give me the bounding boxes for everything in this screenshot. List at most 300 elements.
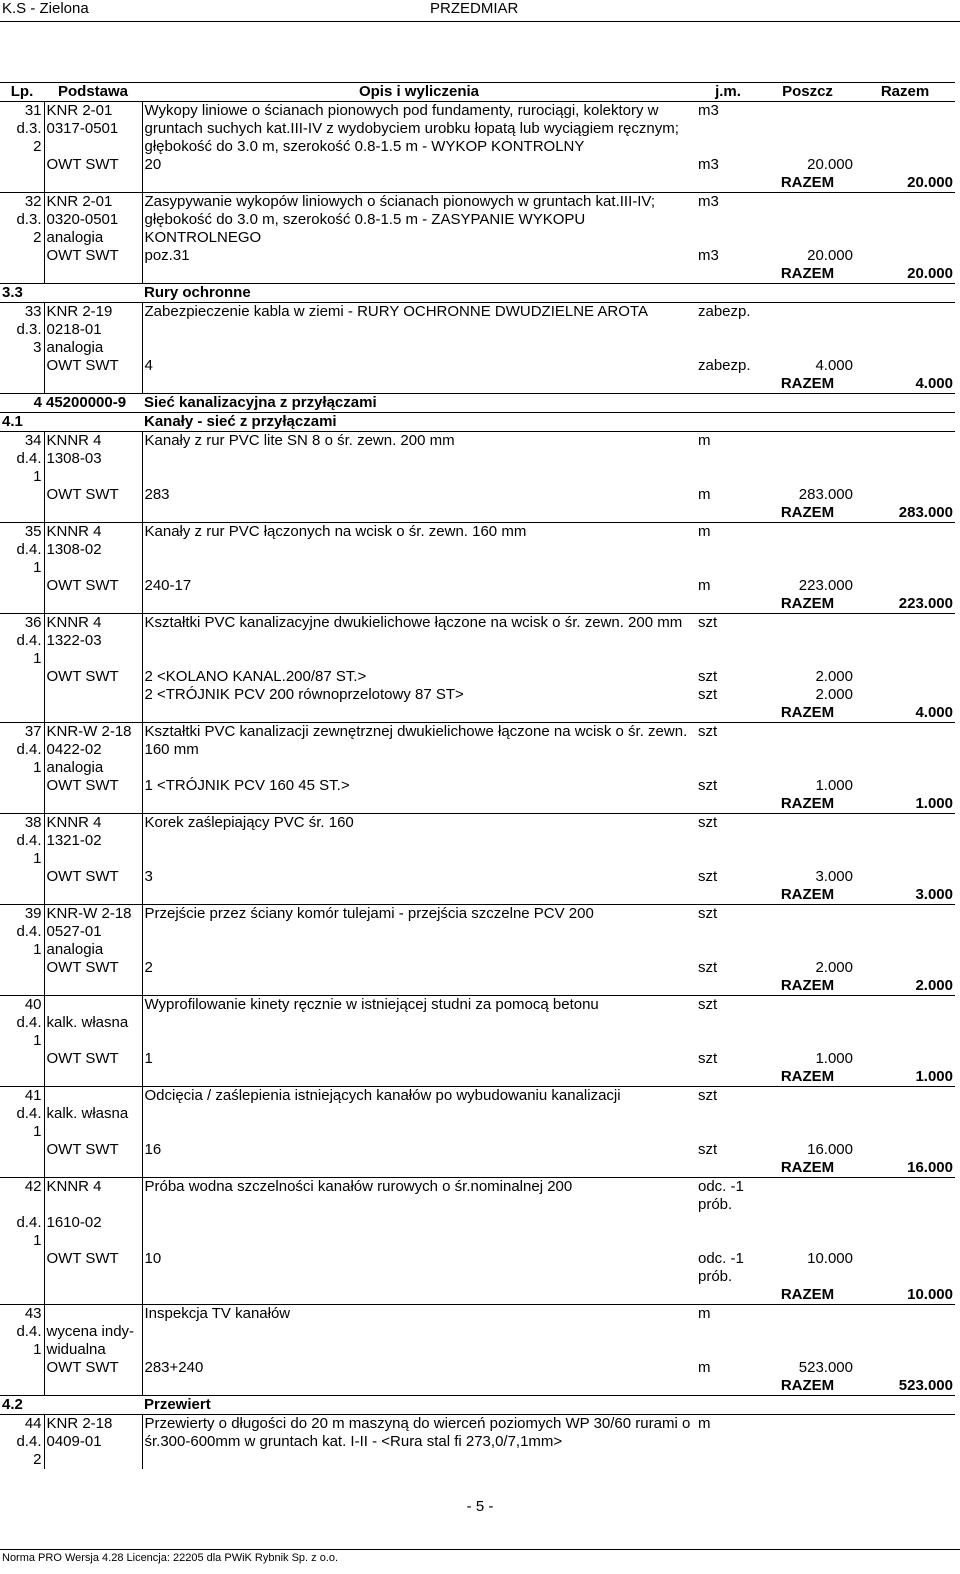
position-unit: szt xyxy=(696,814,760,833)
calc-unit: m xyxy=(698,577,711,594)
empty-cell xyxy=(0,686,44,704)
empty-cell xyxy=(142,595,696,614)
total-value: 16.000 xyxy=(907,1159,953,1176)
calc-basis-label: OWT SWT xyxy=(44,1141,142,1159)
empty-cell xyxy=(855,614,955,633)
empty-cell xyxy=(696,450,760,468)
position-lp-sub: 3 xyxy=(33,339,42,356)
empty-cell xyxy=(760,211,855,229)
empty-cell xyxy=(760,523,855,542)
empty-cell xyxy=(696,375,760,394)
calc-expression: 240-17 xyxy=(142,577,696,595)
calculation-row xyxy=(0,959,955,977)
calculation-row xyxy=(0,156,955,174)
empty-cell xyxy=(760,741,855,759)
calc-unit: szt xyxy=(698,959,718,976)
empty-cell xyxy=(0,704,44,723)
position-description: Przejście przez ściany komór tulejami - przejścia szczelne PCV 200 xyxy=(142,905,696,960)
empty-cell xyxy=(696,1014,760,1032)
empty-cell xyxy=(696,1123,760,1141)
position-lp-sub: d.4. xyxy=(16,632,42,649)
position-basis-note: analogia xyxy=(44,339,142,357)
empty-cell xyxy=(855,357,955,375)
position-basis: KNNR 4 xyxy=(44,432,142,451)
calc-unit: odc. -1 prób. xyxy=(698,1250,744,1285)
empty-cell xyxy=(760,321,855,339)
position-lp: 44 xyxy=(0,1415,44,1434)
calc-unit: m3 xyxy=(698,156,719,173)
section-number: 3.3 xyxy=(0,284,142,303)
position-basis-code: 0422-02 xyxy=(44,741,142,759)
calc-unit: zabezp. xyxy=(698,357,751,374)
empty-cell xyxy=(855,450,955,468)
position-row xyxy=(0,996,955,1015)
position-lp-sub: d.4. xyxy=(16,541,42,558)
position-unit: m xyxy=(696,1305,760,1324)
empty-cell xyxy=(760,1178,855,1215)
calc-expression: 1 xyxy=(142,1050,696,1068)
empty-cell xyxy=(855,1032,955,1050)
position-basis xyxy=(44,1305,142,1324)
position-lp-sub: 1 xyxy=(33,759,42,776)
empty-cell xyxy=(0,1159,44,1178)
empty-cell xyxy=(855,905,955,924)
position-lp-sub: 1 xyxy=(33,941,42,958)
przedmiar-table xyxy=(0,82,955,1469)
col-header-jm: j.m. xyxy=(696,83,760,102)
position-basis-code: 0317-0501 xyxy=(44,120,142,138)
empty-cell xyxy=(696,632,760,650)
section-row xyxy=(0,284,955,303)
empty-cell xyxy=(696,741,760,759)
empty-cell xyxy=(855,1087,955,1106)
calculation-row xyxy=(0,1359,955,1377)
empty-cell xyxy=(696,923,760,941)
empty-cell xyxy=(760,1232,855,1250)
empty-cell xyxy=(855,247,955,265)
total-label: RAZEM xyxy=(780,174,835,191)
empty-cell xyxy=(142,1286,696,1305)
position-lp-sub: d.4. xyxy=(16,1323,42,1340)
empty-cell xyxy=(855,868,955,886)
calc-unit: szt xyxy=(698,668,718,685)
col-header-poszcz: Poszcz xyxy=(760,83,855,102)
empty-cell xyxy=(855,850,955,868)
calculation-row xyxy=(0,868,955,886)
empty-cell xyxy=(855,193,955,212)
position-description: Odcięcia / zaślepienia istniejących kanałów po wybudowaniu kanalizacji xyxy=(142,1087,696,1142)
total-row xyxy=(0,1377,955,1396)
empty-cell xyxy=(855,632,955,650)
total-value: 283.000 xyxy=(898,504,953,521)
empty-cell xyxy=(855,577,955,595)
empty-cell xyxy=(142,375,696,394)
position-basis: KNNR 4 xyxy=(44,814,142,833)
position-row xyxy=(0,1415,955,1434)
calculation-row xyxy=(0,577,955,595)
empty-cell xyxy=(696,1323,760,1341)
total-label: RAZEM xyxy=(780,704,835,721)
total-row xyxy=(0,795,955,814)
empty-cell xyxy=(0,504,44,523)
empty-cell xyxy=(44,1286,142,1305)
empty-cell xyxy=(142,704,696,723)
position-row xyxy=(0,814,955,833)
total-label: RAZEM xyxy=(780,1377,835,1394)
position-row xyxy=(0,432,955,451)
empty-cell xyxy=(855,1250,955,1286)
position-basis-note xyxy=(44,559,142,577)
empty-cell xyxy=(696,1105,760,1123)
empty-cell xyxy=(696,1451,760,1469)
empty-cell xyxy=(855,541,955,559)
empty-cell xyxy=(855,832,955,850)
empty-cell xyxy=(855,1214,955,1232)
position-basis-code: 1322-03 xyxy=(44,632,142,650)
position-row xyxy=(0,193,955,212)
empty-cell xyxy=(0,1359,44,1377)
empty-cell xyxy=(696,1159,760,1178)
total-row xyxy=(0,1068,955,1087)
calc-expression: 1 <TRÓJNIK PCV 160 45 ST.> xyxy=(142,777,696,795)
total-value: 2.000 xyxy=(915,977,953,994)
empty-cell xyxy=(0,375,44,394)
position-basis xyxy=(44,996,142,1015)
calc-partial: 10.000 xyxy=(807,1250,853,1267)
position-unit: szt xyxy=(696,905,760,924)
section-row xyxy=(0,394,955,413)
total-label: RAZEM xyxy=(780,1068,835,1085)
empty-cell xyxy=(760,759,855,777)
empty-cell xyxy=(696,339,760,357)
empty-cell xyxy=(855,1341,955,1359)
calc-expression: poz.31 xyxy=(142,247,696,265)
empty-cell xyxy=(696,321,760,339)
empty-cell xyxy=(696,559,760,577)
position-unit: m xyxy=(696,1415,760,1434)
section-title: Przewiert xyxy=(142,1396,955,1415)
empty-cell xyxy=(696,229,760,247)
empty-cell xyxy=(760,905,855,924)
position-lp-sub: 1 xyxy=(33,468,42,485)
empty-cell xyxy=(760,850,855,868)
position-unit: szt xyxy=(696,996,760,1015)
position-lp-sub: d.4. xyxy=(16,1105,42,1122)
position-lp-sub: 2 xyxy=(33,138,42,155)
position-lp-sub: 1 xyxy=(33,1032,42,1049)
calc-partial: 283.000 xyxy=(798,486,853,503)
empty-cell xyxy=(760,138,855,156)
position-lp: 34 xyxy=(0,432,44,451)
position-lp-sub: d.4. xyxy=(16,1433,42,1450)
empty-cell xyxy=(696,120,760,138)
empty-cell xyxy=(760,614,855,633)
calc-basis-label: OWT SWT xyxy=(44,777,142,795)
empty-cell xyxy=(760,632,855,650)
position-lp-sub: 1 xyxy=(33,1341,42,1358)
position-basis-note xyxy=(44,850,142,868)
position-unit: m xyxy=(696,523,760,542)
position-description: Kształtki PVC kanalizacyjne dwukielichowe łączone na wcisk o śr. zewn. 200 mm xyxy=(142,614,696,669)
position-lp-sub: d.3. xyxy=(16,321,42,338)
calc-partial: 20.000 xyxy=(807,247,853,264)
empty-cell xyxy=(0,1286,44,1305)
position-basis-code: kalk. własna xyxy=(44,1105,142,1123)
empty-cell xyxy=(696,977,760,996)
position-row xyxy=(0,523,955,542)
calc-expression: 4 xyxy=(142,357,696,375)
position-basis-note xyxy=(44,468,142,486)
total-value: 3.000 xyxy=(915,886,953,903)
empty-cell xyxy=(44,504,142,523)
empty-cell xyxy=(855,523,955,542)
col-header-razem: Razem xyxy=(855,83,955,102)
table-header-row xyxy=(0,83,955,102)
empty-cell xyxy=(855,138,955,156)
position-basis-note xyxy=(44,1032,142,1050)
empty-cell xyxy=(760,339,855,357)
position-basis: KNNR 4 xyxy=(44,614,142,633)
position-lp: 32 xyxy=(0,193,44,212)
empty-cell xyxy=(855,1415,955,1434)
empty-cell xyxy=(855,486,955,504)
position-unit: szt xyxy=(696,614,760,633)
empty-cell xyxy=(696,759,760,777)
empty-cell xyxy=(696,174,760,193)
calc-expression: 2 xyxy=(142,959,696,977)
total-row xyxy=(0,886,955,905)
position-basis: KNR-W 2-18 xyxy=(44,723,142,742)
empty-cell xyxy=(855,432,955,451)
calculation-row xyxy=(0,357,955,375)
empty-cell xyxy=(0,156,44,174)
empty-cell xyxy=(855,1305,955,1324)
empty-cell xyxy=(855,941,955,959)
section-code: 45200000-9 xyxy=(44,394,142,413)
empty-cell xyxy=(696,1214,760,1232)
empty-cell xyxy=(855,723,955,742)
position-basis: KNR-W 2-18 xyxy=(44,905,142,924)
position-basis-note: analogia xyxy=(44,759,142,777)
empty-cell xyxy=(44,595,142,614)
empty-cell xyxy=(855,1014,955,1032)
empty-cell xyxy=(760,996,855,1015)
calc-expression: 10 xyxy=(142,1250,696,1286)
empty-cell xyxy=(760,120,855,138)
header-divider xyxy=(0,21,960,22)
empty-cell xyxy=(760,102,855,121)
empty-cell xyxy=(855,468,955,486)
calc-partial: 1.000 xyxy=(815,1050,853,1067)
calc-basis-label: OWT SWT xyxy=(44,156,142,174)
position-unit: szt xyxy=(696,1087,760,1106)
empty-cell xyxy=(855,303,955,322)
empty-cell xyxy=(760,1305,855,1324)
empty-cell xyxy=(760,450,855,468)
calc-unit: szt xyxy=(698,868,718,885)
empty-cell xyxy=(855,102,955,121)
position-description: Korek zaślepiający PVC śr. 160 xyxy=(142,814,696,869)
empty-cell xyxy=(0,1250,44,1286)
empty-cell xyxy=(855,1451,955,1469)
empty-cell xyxy=(0,1068,44,1087)
position-row xyxy=(0,1305,955,1324)
total-row xyxy=(0,977,955,996)
empty-cell xyxy=(0,959,44,977)
position-lp-sub: 1 xyxy=(33,650,42,667)
empty-cell xyxy=(0,577,44,595)
total-label: RAZEM xyxy=(780,595,835,612)
position-description: Wyprofilowanie kinety ręcznie w istniejącej studni za pomocą betonu xyxy=(142,996,696,1051)
empty-cell xyxy=(0,795,44,814)
section-number: 4.2 xyxy=(0,1396,142,1415)
total-value: 1.000 xyxy=(915,1068,953,1085)
position-lp-sub: d.4. xyxy=(16,1014,42,1031)
col-header-opis: Opis i wyliczenia xyxy=(142,83,696,102)
empty-cell xyxy=(855,759,955,777)
calculation-row xyxy=(0,668,955,686)
position-description: Inspekcja TV kanałów xyxy=(142,1305,696,1360)
position-unit: odc. -1 prób. xyxy=(696,1178,760,1215)
calc-partial: 2.000 xyxy=(815,668,853,685)
empty-cell xyxy=(142,795,696,814)
calc-basis-label: OWT SWT xyxy=(44,1359,142,1377)
position-lp: 38 xyxy=(0,814,44,833)
empty-cell xyxy=(44,886,142,905)
calc-partial: 3.000 xyxy=(815,868,853,885)
empty-cell xyxy=(760,650,855,668)
position-basis-note xyxy=(44,1451,142,1469)
calculation-row xyxy=(0,686,955,704)
position-basis-code: 1321-02 xyxy=(44,832,142,850)
position-lp-sub: d.4. xyxy=(16,450,42,467)
empty-cell xyxy=(760,1433,855,1451)
total-value: 20.000 xyxy=(907,174,953,191)
empty-cell xyxy=(0,265,44,284)
empty-cell xyxy=(696,211,760,229)
position-lp-sub: d.4. xyxy=(16,1214,42,1231)
position-basis-code: 0320-0501 xyxy=(44,211,142,229)
position-basis-note xyxy=(44,138,142,156)
empty-cell xyxy=(142,977,696,996)
total-value: 4.000 xyxy=(915,375,953,392)
calc-partial: 20.000 xyxy=(807,156,853,173)
empty-cell xyxy=(855,559,955,577)
empty-cell xyxy=(855,686,955,704)
position-lp: 33 xyxy=(0,303,44,322)
empty-cell xyxy=(855,1123,955,1141)
position-lp: 41 xyxy=(0,1087,44,1106)
empty-cell xyxy=(855,996,955,1015)
empty-cell xyxy=(142,1377,696,1396)
empty-cell xyxy=(0,486,44,504)
empty-cell xyxy=(855,1141,955,1159)
position-description: Próba wodna szczelności kanałów rurowych o śr.nominalnej 200 xyxy=(142,1178,696,1251)
section-title: Kanały - sieć z przyłączami xyxy=(142,413,955,432)
total-value: 523.000 xyxy=(898,1377,953,1394)
position-basis-note: widualna xyxy=(44,1341,142,1359)
empty-cell xyxy=(760,432,855,451)
empty-cell xyxy=(696,650,760,668)
empty-cell xyxy=(0,357,44,375)
position-description: Zabezpieczenie kabla w ziemi - RURY OCHRONNE DWUDZIELNE AROTA xyxy=(142,303,696,358)
calc-unit: szt xyxy=(698,686,718,703)
table-body xyxy=(0,102,955,1470)
position-lp-sub: 1 xyxy=(33,1123,42,1140)
calculation-row xyxy=(0,777,955,795)
calc-partial: 1.000 xyxy=(815,777,853,794)
position-basis-code: kalk. własna xyxy=(44,1014,142,1032)
total-label: RAZEM xyxy=(780,504,835,521)
empty-cell xyxy=(44,977,142,996)
empty-cell xyxy=(44,686,142,704)
empty-cell xyxy=(0,1141,44,1159)
position-lp-sub: d.3. xyxy=(16,120,42,137)
empty-cell xyxy=(760,1014,855,1032)
empty-cell xyxy=(855,1232,955,1250)
empty-cell xyxy=(855,814,955,833)
position-basis-code: 1308-02 xyxy=(44,541,142,559)
calc-expression: 3 xyxy=(142,868,696,886)
calc-basis-label: OWT SWT xyxy=(44,577,142,595)
position-basis: KNR 2-01 xyxy=(44,193,142,212)
empty-cell xyxy=(696,468,760,486)
empty-cell xyxy=(142,1068,696,1087)
empty-cell xyxy=(44,265,142,284)
empty-cell xyxy=(855,923,955,941)
empty-cell xyxy=(760,1087,855,1106)
position-description: Kanały z rur PVC lite SN 8 o śr. zewn. 200 mm xyxy=(142,432,696,487)
empty-cell xyxy=(696,1032,760,1050)
empty-cell xyxy=(855,1323,955,1341)
total-label: RAZEM xyxy=(780,795,835,812)
company-name: K.S - Zielona xyxy=(2,0,89,17)
page-number: - 5 - xyxy=(466,1498,494,1515)
empty-cell xyxy=(696,138,760,156)
empty-cell xyxy=(142,174,696,193)
total-row xyxy=(0,375,955,394)
calculation-row xyxy=(0,1141,955,1159)
position-row xyxy=(0,303,955,322)
position-basis-code: 1610-02 xyxy=(44,1214,142,1232)
position-description: Przewierty o długości do 20 m maszyną do wierceń poziomych WP 30/60 rurami o śr.300-600mm w gruntach kat. I-II - <Rura stal fi 273,0/7,1mm> xyxy=(142,1415,696,1470)
empty-cell xyxy=(142,504,696,523)
position-unit: szt xyxy=(696,723,760,742)
empty-cell xyxy=(855,211,955,229)
empty-cell xyxy=(760,1032,855,1050)
empty-cell xyxy=(696,541,760,559)
position-basis-code: 0218-01 xyxy=(44,321,142,339)
empty-cell xyxy=(760,559,855,577)
position-basis-code: 0527-01 xyxy=(44,923,142,941)
position-lp: 42 xyxy=(0,1178,44,1215)
empty-cell xyxy=(0,886,44,905)
empty-cell xyxy=(855,156,955,174)
position-lp-sub: 1 xyxy=(33,559,42,576)
empty-cell xyxy=(855,229,955,247)
empty-cell xyxy=(0,668,44,686)
position-basis-note xyxy=(44,1123,142,1141)
position-lp: 43 xyxy=(0,1305,44,1324)
position-lp-sub: d.4. xyxy=(16,923,42,940)
calc-unit: m xyxy=(698,1359,711,1376)
empty-cell xyxy=(696,1286,760,1305)
empty-cell xyxy=(760,1415,855,1434)
calculation-row xyxy=(0,1250,955,1286)
position-description: Kanały z rur PVC łączonych na wcisk o śr. zewn. 160 mm xyxy=(142,523,696,578)
position-basis-note xyxy=(44,650,142,668)
calc-expression: 283 xyxy=(142,486,696,504)
